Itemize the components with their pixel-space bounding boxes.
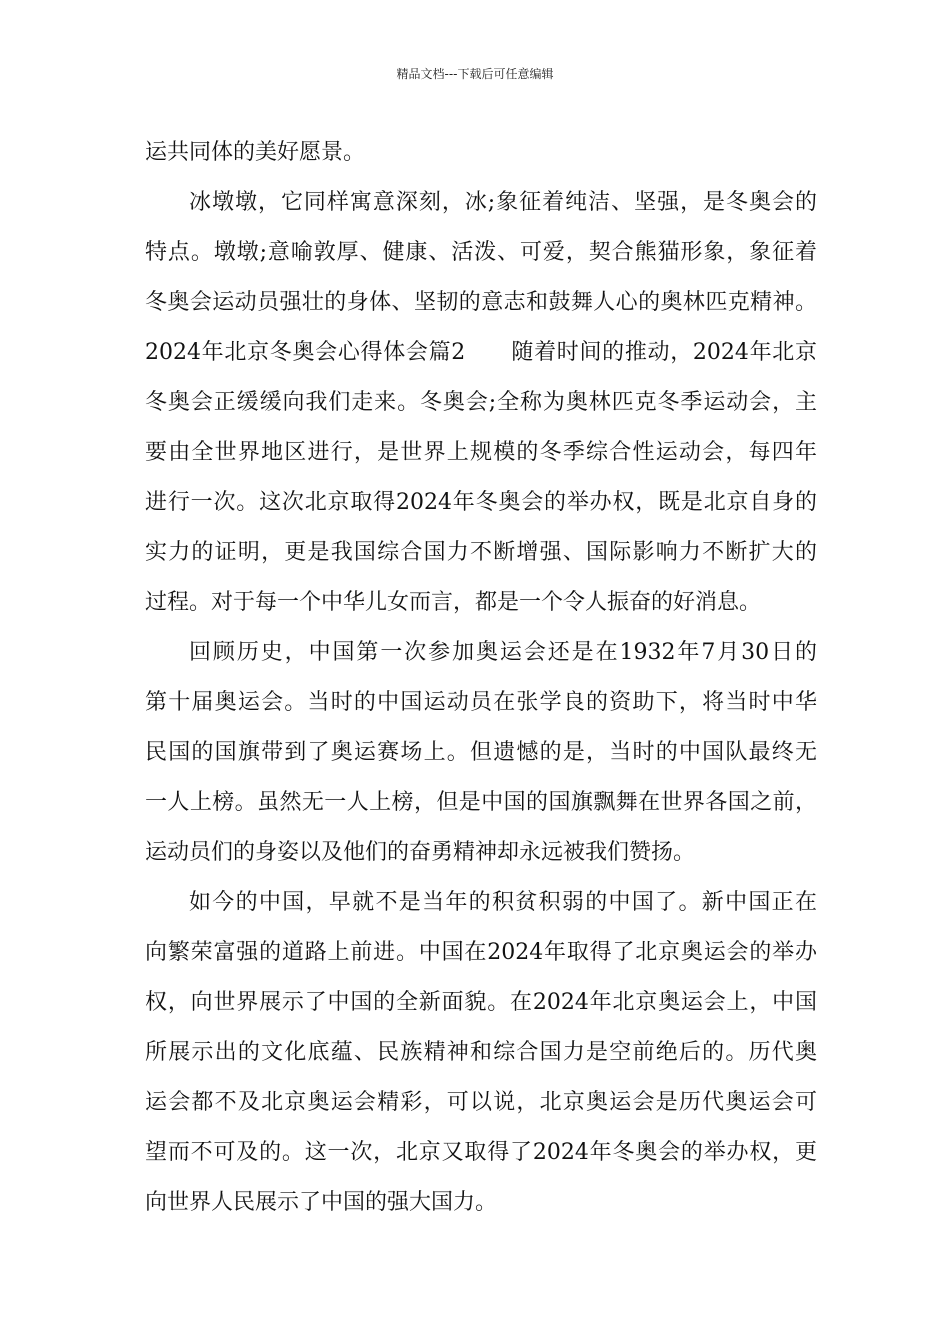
text-line: 冬奥会正缓缓向我们走来。冬奥会;全称为奥林匹克冬季运动会，主 <box>145 390 817 415</box>
text-line: 望而不可及的。这一次，北京又取得了2024年冬奥会的举办权，更 <box>145 1140 817 1165</box>
text-line: 运动员们的身姿以及他们的奋勇精神却永远被我们赞扬。 <box>145 840 696 865</box>
text-line: 回顾历史，中国第一次参加奥运会还是在1932年7月30日的 <box>189 640 817 665</box>
text-line: 第十届奥运会。当时的中国运动员在张学良的资助下，将当时中华 <box>145 690 817 715</box>
text-line: 特点。墩墩;意喻敦厚、健康、活泼、可爱，契合熊猫形象，象征着 <box>145 240 817 265</box>
document-body <box>145 128 817 1228</box>
text-line: 2024年北京冬奥会心得体会篇2 随着时间的推动，2024年北京 <box>145 340 817 365</box>
text-line: 进行一次。这次北京取得2024年冬奥会的举办权，既是北京自身的 <box>145 490 817 515</box>
text-line: 民国的国旗带到了奥运赛场上。但遗憾的是，当时的中国队最终无 <box>145 740 817 765</box>
text-line: 过程。对于每一个中华儿女而言，都是一个令人振奋的好消息。 <box>145 590 762 615</box>
text-line: 权，向世界展示了中国的全新面貌。在2024年北京奥运会上，中国 <box>145 990 817 1015</box>
text-line: 冬奥会运动员强壮的身体、坚韧的意志和鼓舞人心的奥林匹克精神。 <box>145 290 817 315</box>
text-line: 运会都不及北京奥运会精彩，可以说，北京奥运会是历代奥运会可 <box>145 1090 817 1115</box>
text-line: 如今的中国，早就不是当年的积贫积弱的中国了。新中国正在 <box>189 890 817 915</box>
text-line: 运共同体的美好愿景。 <box>145 140 366 165</box>
text-line: 实力的证明，更是我国综合国力不断增强、国际影响力不断扩大的 <box>145 540 817 565</box>
text-line: 向繁荣富强的道路上前进。中国在2024年取得了北京奥运会的举办 <box>145 940 817 965</box>
text-line: 一人上榜。虽然无一人上榜，但是中国的国旗飘舞在世界各国之前， <box>145 790 817 815</box>
text-line: 向世界人民展示了中国的强大国力。 <box>145 1190 498 1215</box>
page-header: 精品文档---下载后可任意编辑 <box>396 67 554 81</box>
text-line: 所展示出的文化底蕴、民族精神和综合国力是空前绝后的。历代奥 <box>145 1040 817 1065</box>
text-line: 冰墩墩，它同样寓意深刻，冰;象征着纯洁、坚强，是冬奥会的 <box>189 190 817 215</box>
text-line: 要由全世界地区进行，是世界上规模的冬季综合性运动会，每四年 <box>145 440 817 465</box>
